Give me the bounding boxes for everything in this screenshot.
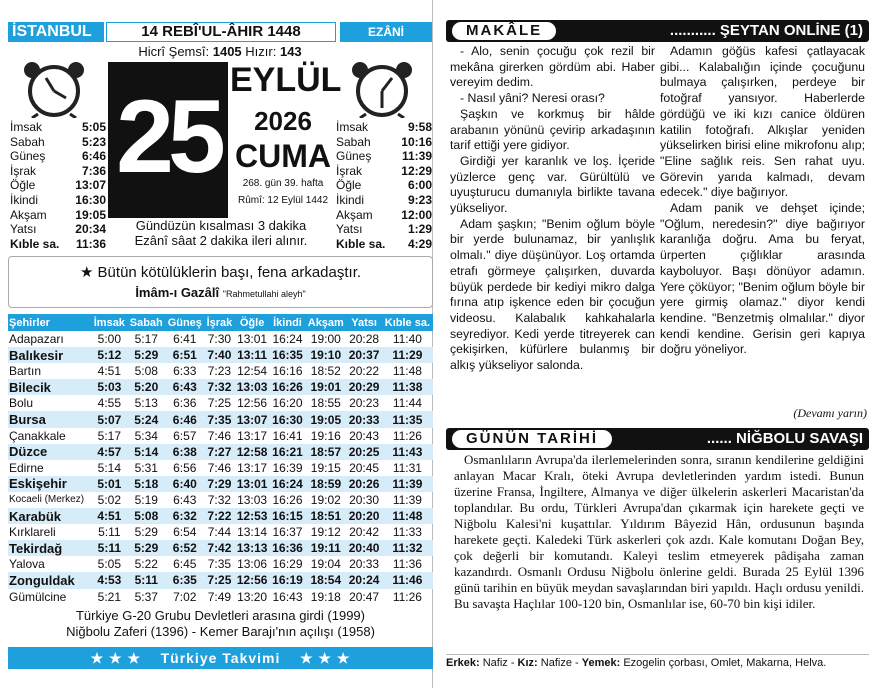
day-number: 25	[108, 62, 228, 218]
time-cell: 16:43	[272, 589, 303, 604]
time-cell: 11:33	[392, 525, 422, 540]
time-cell: 18:57	[305, 444, 346, 460]
time-row: Kıble sa. 11:36	[10, 236, 106, 251]
article-tag: MAKÂLE	[452, 22, 556, 40]
time-cell: 19:05	[305, 411, 346, 427]
time-cell: 5:12	[91, 347, 127, 363]
time-cell: 20:33	[349, 557, 380, 572]
time-cell: 20:29	[346, 379, 381, 395]
time-cell: 5:05	[97, 557, 122, 572]
time-cell: 5:21	[97, 589, 122, 604]
table-row	[8, 492, 433, 508]
time-cell: 5:31	[134, 460, 158, 475]
time-cell: 16:24	[270, 476, 305, 492]
time-cell: 16:26	[272, 492, 303, 507]
time-cell: 7:29	[204, 476, 234, 492]
time-cell: 12:56	[234, 572, 269, 588]
time-cell: 11:40	[392, 332, 422, 347]
ezani-label: EZÂNİ (MAHALLİ)	[340, 22, 432, 42]
time-cell: 13:20	[237, 589, 268, 604]
city-name: Düzce	[8, 444, 91, 460]
time-cell: 13:01	[237, 332, 268, 347]
time-cell: 11:35	[382, 411, 433, 427]
time-row: Yatsı 20:34	[10, 222, 106, 237]
time-cell: 13:01	[234, 476, 269, 492]
city-name: Eskişehir	[8, 476, 91, 492]
hijri-date: 14 REBÎ'UL-ÂHIR 1448	[106, 22, 336, 42]
time-cell: 19:12	[310, 525, 341, 540]
table-header	[8, 314, 433, 331]
history-title: ...... NİĞBOLU SAVAŞI	[706, 430, 863, 447]
city-name: Bartın	[9, 364, 42, 379]
time-cell: 18:55	[310, 396, 341, 411]
time-cell: 16:26	[270, 379, 305, 395]
time-cell: 13:06	[237, 557, 268, 572]
table-row	[8, 572, 433, 588]
table-row	[8, 347, 433, 363]
time-cell: 11:31	[392, 460, 422, 475]
time-cell: 5:11	[127, 572, 165, 588]
events: Türkiye G-20 Grubu Devletleri arasına girdi (1999) Niğbolu Zaferi (1396) - Kemer Barajı'nın açılışı (1958)	[66, 608, 375, 639]
time-row: Sabah 5:23	[10, 134, 106, 149]
time-cell: 7:44	[207, 525, 232, 540]
time-row: İkindi 9:23	[336, 192, 432, 207]
time-cell: 11:29	[382, 347, 433, 363]
time-cell: 20:37	[346, 347, 381, 363]
time-row: Öğle 13:07	[10, 178, 106, 193]
table-row	[8, 460, 433, 476]
time-cell: 6:38	[165, 444, 204, 460]
time-cell: 20:20	[346, 508, 381, 524]
time-cell: 5:03	[91, 379, 127, 395]
time-cell: 5:11	[91, 540, 127, 556]
time-row: İmsak 9:58	[336, 120, 432, 134]
time-cell: 16:41	[272, 428, 303, 443]
time-cell: 20:26	[346, 476, 381, 492]
city-name: Bilecik	[8, 379, 91, 395]
time-cell: 13:17	[237, 428, 268, 443]
time-cell: 4:55	[97, 396, 122, 411]
time-row: Öğle 6:00	[336, 178, 432, 193]
time-cell: 19:02	[310, 492, 341, 507]
time-cell: 5:13	[134, 396, 158, 411]
city-name: Çanakkale	[9, 428, 66, 443]
time-cell: 7:23	[207, 364, 232, 379]
table-row	[8, 363, 433, 379]
time-row: Yatsı 1:29	[336, 222, 432, 237]
table-row	[8, 589, 433, 605]
time-cell: 6:46	[165, 411, 204, 427]
time-cell: 12:56	[237, 396, 268, 411]
time-cell: 6:36	[173, 396, 197, 411]
names-of-day: Erkek: Nafiz - Kız: Nafize - Yemek: Ezogelin çorbası, Omlet, Makarna, Helva.	[446, 654, 869, 669]
time-cell: 19:16	[310, 428, 341, 443]
prayer-times-ezani	[336, 120, 432, 251]
time-row: İşrak 12:29	[336, 163, 432, 178]
day-notes: Gündüzün kısalması 3 dakika Ezânî sâat 2 dakika ileri alınır.	[134, 218, 308, 248]
time-cell: 16:36	[270, 540, 305, 556]
city-name: Gümülcine	[9, 589, 67, 604]
time-cell: 16:19	[270, 572, 305, 588]
time-cell: 11:46	[382, 572, 433, 588]
time-cell: 5:14	[127, 444, 165, 460]
time-cell: 13:11	[234, 347, 269, 363]
article-paragraph: Adam panik ve dehşet içinde; "Oğlum, neredesin?" diye bağırıyor karanlığa doğru. Ama bu feryat, ürperten çığlıklar arasında kayboluyor. Başı dönüyor adamın. Yere çöküyor; "Benim oğlum böyle bir yere girmiş olamaz." diyor kendi kendine. "Benzetmiş olmalılar." diyor kendi kendine. Gerisin geri kapıya doğru yöneliyor.	[660, 201, 865, 357]
time-cell: 5:11	[98, 525, 121, 540]
time-cell: 19:04	[310, 557, 341, 572]
column-header: Şehirler	[8, 314, 91, 331]
city-name: Kocaeli (Merkez)	[9, 494, 85, 506]
time-cell: 13:03	[234, 379, 269, 395]
time-cell: 6:54	[173, 525, 197, 540]
time-cell: 5:01	[91, 476, 127, 492]
time-cell: 5:14	[97, 460, 122, 475]
time-cell: 12:54	[237, 364, 268, 379]
time-cell: 11:43	[382, 444, 433, 460]
time-cell: 7:46	[207, 460, 232, 475]
time-row: Sabah 10:16	[336, 134, 432, 149]
prayer-times-normal	[10, 120, 106, 251]
article-column-right	[660, 44, 865, 358]
time-cell: 11:26	[392, 589, 422, 604]
quote-author: İmâm-ı Gazâlî "Rahmetullahi aleyh"	[135, 285, 306, 300]
time-cell: 20:47	[349, 589, 380, 604]
time-cell: 16:24	[272, 332, 303, 347]
time-cell: 11:39	[382, 476, 433, 492]
article-column-left	[450, 44, 655, 374]
time-cell: 5:17	[134, 332, 158, 347]
time-cell: 7:25	[204, 572, 234, 588]
calendar-page	[8, 0, 433, 688]
table-row	[8, 540, 433, 556]
time-cell: 13:17	[237, 460, 268, 475]
table-row	[8, 444, 433, 460]
time-cell: 16:37	[272, 525, 303, 540]
column-header: Sabah	[127, 314, 165, 331]
article-paragraph: - Alo, senin çocuğu çok rezil bir mekâna girerken gördüm abi. Haber vereyim dedim.	[450, 44, 655, 90]
time-cell: 16:20	[272, 396, 303, 411]
time-cell: 16:30	[270, 411, 305, 427]
alarm-clock-icon	[14, 60, 94, 118]
time-cell: 19:00	[310, 332, 341, 347]
time-cell: 7:27	[204, 444, 234, 460]
year: 2026	[254, 106, 312, 136]
time-cell: 5:37	[134, 589, 158, 604]
article-paragraph: Adamın göğüs kafesi çatlayacak gibi... Kalabalığın içinde çocuğunu bulmaya çalışırken, perdeye bir fotoğraf yansıyor. Haberlerde gördüğü ve iki kızı canice öldüren katilin fotoğrafı. Alkışlar yeniden yükselirken birisi eline mikrofonu alıp; "Eline sağlık reis. Sen rahat uyu. Görevin yarıda kalmadı, devam edecek." diye bağırıyor.	[660, 44, 865, 200]
time-cell: 7:35	[207, 557, 232, 572]
time-cell: 7:30	[207, 332, 232, 347]
time-cell: 5:02	[97, 492, 122, 507]
time-cell: 5:22	[134, 557, 158, 572]
rumi-date: Rûmî: 12 Eylül 1442	[237, 195, 329, 206]
time-cell: 18:52	[310, 364, 341, 379]
table-row	[8, 524, 433, 540]
table-row	[8, 379, 433, 395]
time-cell: 20:25	[346, 444, 381, 460]
time-cell: 19:15	[310, 460, 341, 475]
city-name: Adapazarı	[9, 332, 64, 347]
city-name: Karabük	[8, 508, 91, 524]
city-name: Tekirdağ	[8, 540, 91, 556]
column-header: Kıble sa.	[382, 314, 433, 331]
table-row	[8, 428, 433, 444]
time-cell: 6:40	[165, 476, 204, 492]
time-cell: 4:51	[97, 364, 122, 379]
table-row	[8, 411, 433, 427]
footer-bar: ★ ★ ★ Türkiye Takvimi ★ ★ ★	[8, 647, 433, 669]
time-cell: 11:39	[392, 492, 422, 507]
continued-note: (Devamı yarın)	[793, 406, 867, 420]
article-page	[446, 0, 869, 688]
time-row: İmsak 5:05	[10, 120, 106, 134]
time-cell: 16:21	[270, 444, 305, 460]
time-cell: 6:32	[165, 508, 204, 524]
table-row	[8, 556, 433, 572]
time-cell: 6:43	[173, 492, 197, 507]
time-cell: 12:53	[234, 508, 269, 524]
time-cell: 7:40	[204, 347, 234, 363]
time-cell: 20:30	[349, 492, 380, 507]
time-cell: 13:07	[234, 411, 269, 427]
alarm-clock-icon	[342, 60, 422, 118]
time-cell: 20:33	[346, 411, 381, 427]
history-text: Osmanlıların Avrupa'da ilerlemelerinden sonra, sıranın kendilerine geldiğini anlayan Macar Kralı, öteki Avrupa devletlerinden yardım istedi. Bunun üzerine Fransa, İngiltere, Almanya ve diğer ülkelerin askerleri Macaristan'da toplandılar. Bu ordu, Türkleri Avrupa'dan çıkarmak için harekete geçti ve Niğbolu Kalesi'ni kuşattılar. Yıldırım Bâyezid Hân, ordusunun başında harekete geçti. Kaledeki Türk askerleri çok azdı. Kale komutanı Doğan Bey, çok değerli bir komutandı. Kaleyi teslim etmeyerek pâdişaha zaman kazandırdı. Osmanlı Ordusu Niğbolu önlerine geldi. Burada 25 Eylül 1396 günü tarihin en büyük meydan savaşlarından biri yapıldı. Haçlı ordusu yenildi. Bu savaşta Haçlılar 100-120 bin, Osmanlılar ise, 60-70 bin kişi idiler.	[454, 452, 864, 611]
time-cell: 7:32	[207, 492, 232, 507]
time-cell: 11:26	[392, 428, 422, 443]
table-row	[8, 476, 433, 492]
city-name: Balıkesir	[8, 347, 91, 363]
time-cell: 5:24	[127, 411, 165, 427]
time-cell: 6:51	[165, 347, 204, 363]
city-name: Bursa	[8, 411, 91, 427]
time-cell: 5:29	[127, 347, 165, 363]
time-cell: 20:28	[349, 332, 380, 347]
table-row	[8, 395, 433, 411]
time-cell: 4:57	[91, 444, 127, 460]
time-cell: 6:41	[173, 332, 197, 347]
quote-box	[8, 256, 433, 308]
time-row: İkindi 16:30	[10, 192, 106, 207]
time-cell: 20:23	[349, 396, 380, 411]
time-cell: 6:35	[165, 572, 204, 588]
time-cell: 18:59	[305, 476, 346, 492]
time-cell: 6:45	[173, 557, 197, 572]
time-cell: 6:56	[173, 460, 197, 475]
city-name: Bolu	[9, 396, 34, 411]
time-cell: 20:43	[349, 428, 380, 443]
table-row	[8, 508, 433, 524]
city-label: İSTANBUL	[8, 22, 104, 42]
time-cell: 16:15	[270, 508, 305, 524]
article-header	[446, 20, 869, 42]
time-cell: 13:03	[237, 492, 268, 507]
time-cell: 20:40	[346, 540, 381, 556]
history-tag: GÜNÜN TARİHİ	[452, 430, 612, 448]
time-cell: 18:51	[305, 508, 346, 524]
time-cell: 5:17	[97, 428, 122, 443]
time-cell: 11:48	[392, 364, 422, 379]
column-header: İmsak	[91, 314, 127, 331]
article-paragraph: Adam şaşkın; "Benim oğlum böyle bir yerde bulunamaz, bir yanlışlık olmalı." diye düşünüyor. Loş ortamda etrafı görmeye çalışırken, duvarda büyük perdede bir kediyi mikro dalga fırına atıp işkence eden bir çocuğun videosu. Kalabalık kahkahalarla seyrediyor. Kedi yerde titreyerek can çekişirken, küfürlere bulanmış bir alkış yükseliyor salonda.	[450, 216, 655, 373]
quote-text: ★ Bütün kötülüklerin başı, fena arkadaştır.	[79, 264, 362, 281]
time-cell: 5:18	[127, 476, 165, 492]
time-cell: 19:10	[305, 347, 346, 363]
time-cell: 4:53	[91, 572, 127, 588]
time-cell: 13:14	[237, 525, 268, 540]
time-cell: 11:36	[392, 557, 422, 572]
time-cell: 5:19	[134, 492, 158, 507]
article-title: ........... ŞEYTAN ONLİNE (1)	[669, 22, 863, 39]
prayer-times-table	[8, 314, 433, 605]
time-cell: 11:48	[382, 508, 433, 524]
day-of-year: 268. gün 39. hafta	[242, 178, 324, 189]
time-cell: 5:34	[134, 428, 158, 443]
time-cell: 6:33	[173, 364, 197, 379]
time-cell: 16:16	[272, 364, 303, 379]
time-cell: 18:54	[305, 572, 346, 588]
time-cell: 12:58	[234, 444, 269, 460]
column-header: Yatsı	[346, 314, 381, 331]
time-row: Akşam 19:05	[10, 207, 106, 222]
time-cell: 7:46	[207, 428, 232, 443]
column-header: Öğle	[234, 314, 269, 331]
column-header: İkindi	[270, 314, 305, 331]
time-cell: 5:08	[127, 508, 165, 524]
time-cell: 7:35	[204, 411, 234, 427]
time-cell: 20:22	[349, 364, 380, 379]
time-cell: 6:52	[165, 540, 204, 556]
time-row: Güneş 11:39	[336, 149, 432, 164]
article-paragraph: Şaşkın ve korkmuş bir hâlde arabanın yönünü çevirip arkadaşının tarif ettiği yere gidiyor.	[450, 106, 655, 153]
column-header: İşrak	[204, 314, 234, 331]
time-cell: 7:42	[204, 540, 234, 556]
time-cell: 20:24	[346, 572, 381, 588]
month-name: EYLÜL	[230, 61, 342, 99]
time-cell: 11:44	[392, 396, 422, 411]
time-cell: 20:42	[349, 525, 380, 540]
time-cell: 6:43	[165, 379, 204, 395]
time-cell: 11:38	[382, 379, 433, 395]
time-cell: 6:57	[173, 428, 197, 443]
city-name: Zonguldak	[8, 572, 91, 588]
time-cell: 7:02	[173, 589, 197, 604]
time-cell: 19:11	[305, 540, 346, 556]
shemsi-line: Hicrî Şemsî: 1405 Hızır: 143	[138, 44, 302, 59]
time-row: İşrak 7:36	[10, 163, 106, 178]
time-row: Akşam 12:00	[336, 207, 432, 222]
time-cell: 7:22	[204, 508, 234, 524]
city-name: Kırklareli	[9, 525, 56, 540]
time-cell: 7:25	[207, 396, 232, 411]
time-cell: 19:01	[305, 379, 346, 395]
time-cell: 16:39	[272, 460, 303, 475]
article-paragraph: - Nasıl yâni? Neresi orası?	[460, 91, 605, 106]
column-header: Güneş	[165, 314, 204, 331]
time-cell: 13:13	[234, 540, 269, 556]
time-cell: 5:00	[97, 332, 122, 347]
time-row: Kıble sa. 4:29	[336, 236, 432, 251]
time-cell: 5:29	[134, 525, 158, 540]
time-cell: 16:35	[270, 347, 305, 363]
footer-title: Türkiye Takvimi	[160, 650, 281, 666]
time-cell: 5:07	[91, 411, 127, 427]
time-cell: 19:18	[310, 589, 341, 604]
city-name: Yalova	[9, 557, 45, 572]
time-cell: 7:32	[204, 379, 234, 395]
time-cell: 20:45	[349, 460, 380, 475]
time-cell: 4:51	[91, 508, 127, 524]
weekday: CUMA	[235, 138, 331, 174]
time-row: Güneş 6:46	[10, 149, 106, 164]
column-header: Akşam	[305, 314, 346, 331]
table-row	[8, 331, 433, 347]
time-cell: 16:29	[272, 557, 303, 572]
city-name: Edirne	[9, 460, 44, 475]
time-cell: 11:32	[382, 540, 433, 556]
article-paragraph: Girdiği yer karanlık ve loş. İçeride yüzlerce genç var. Gürültülü ve uyuşturucu dumanıyla birlikte tavana yükseliyor.	[450, 153, 655, 216]
time-cell: 5:20	[127, 379, 165, 395]
history-header	[446, 428, 869, 450]
time-cell: 5:29	[127, 540, 165, 556]
time-cell: 7:49	[207, 589, 232, 604]
time-cell: 5:08	[134, 364, 158, 379]
